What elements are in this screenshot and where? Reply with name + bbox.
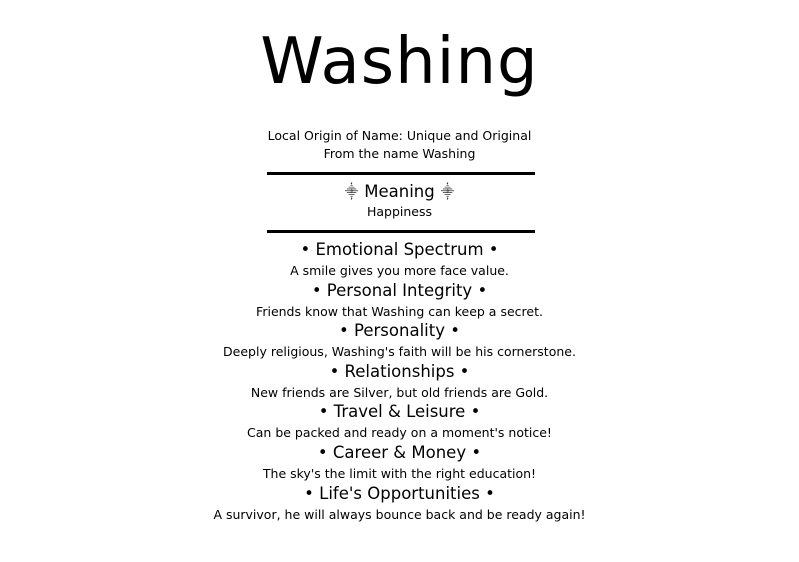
page-title: Washing bbox=[260, 25, 539, 99]
trait-text-career-money: The sky's the limit with the right education! bbox=[262, 466, 537, 481]
trait-heading-emotional-spectrum: • Emotional Spectrum • bbox=[300, 240, 499, 259]
right-ornament-icon: ⸎ bbox=[440, 185, 455, 200]
meaning-heading-row bbox=[0, 182, 799, 203]
trait-text-travel-leisure: Can be packed and ready on a moment's notice! bbox=[247, 425, 552, 440]
meaning-value: Happiness bbox=[366, 204, 433, 219]
meaning-heading: Meaning bbox=[364, 182, 435, 201]
trait-heading-relationships: • Relationships • bbox=[329, 362, 470, 381]
divider-top bbox=[267, 172, 535, 175]
trait-heading-personal-integrity: • Personal Integrity • bbox=[311, 281, 488, 300]
trait-heading-personality: • Personality • bbox=[339, 321, 460, 340]
trait-text-personal-integrity: Friends know that Washing can keep a secret. bbox=[256, 304, 543, 319]
trait-text-relationships: New friends are Silver, but old friends are Gold. bbox=[250, 385, 549, 400]
trait-heading-career-money: • Career & Money • bbox=[317, 443, 482, 462]
trait-text-personality: Deeply religious, Washing's faith will be his cornerstone. bbox=[223, 344, 576, 359]
trait-text-emotional-spectrum: A smile gives you more face value. bbox=[290, 263, 509, 278]
trait-heading-lifes-opportunities: • Life's Opportunities • bbox=[304, 484, 495, 503]
local-origin-text: Local Origin of Name: Unique and Original bbox=[267, 128, 532, 143]
left-ornament-icon: ⸎ bbox=[344, 185, 359, 200]
divider-bottom bbox=[267, 230, 535, 233]
from-name-text: From the name Washing bbox=[323, 146, 476, 161]
trait-text-lifes-opportunities: A survivor, he will always bounce back and be ready again! bbox=[213, 507, 586, 522]
trait-heading-travel-leisure: • Travel & Leisure • bbox=[318, 402, 481, 421]
